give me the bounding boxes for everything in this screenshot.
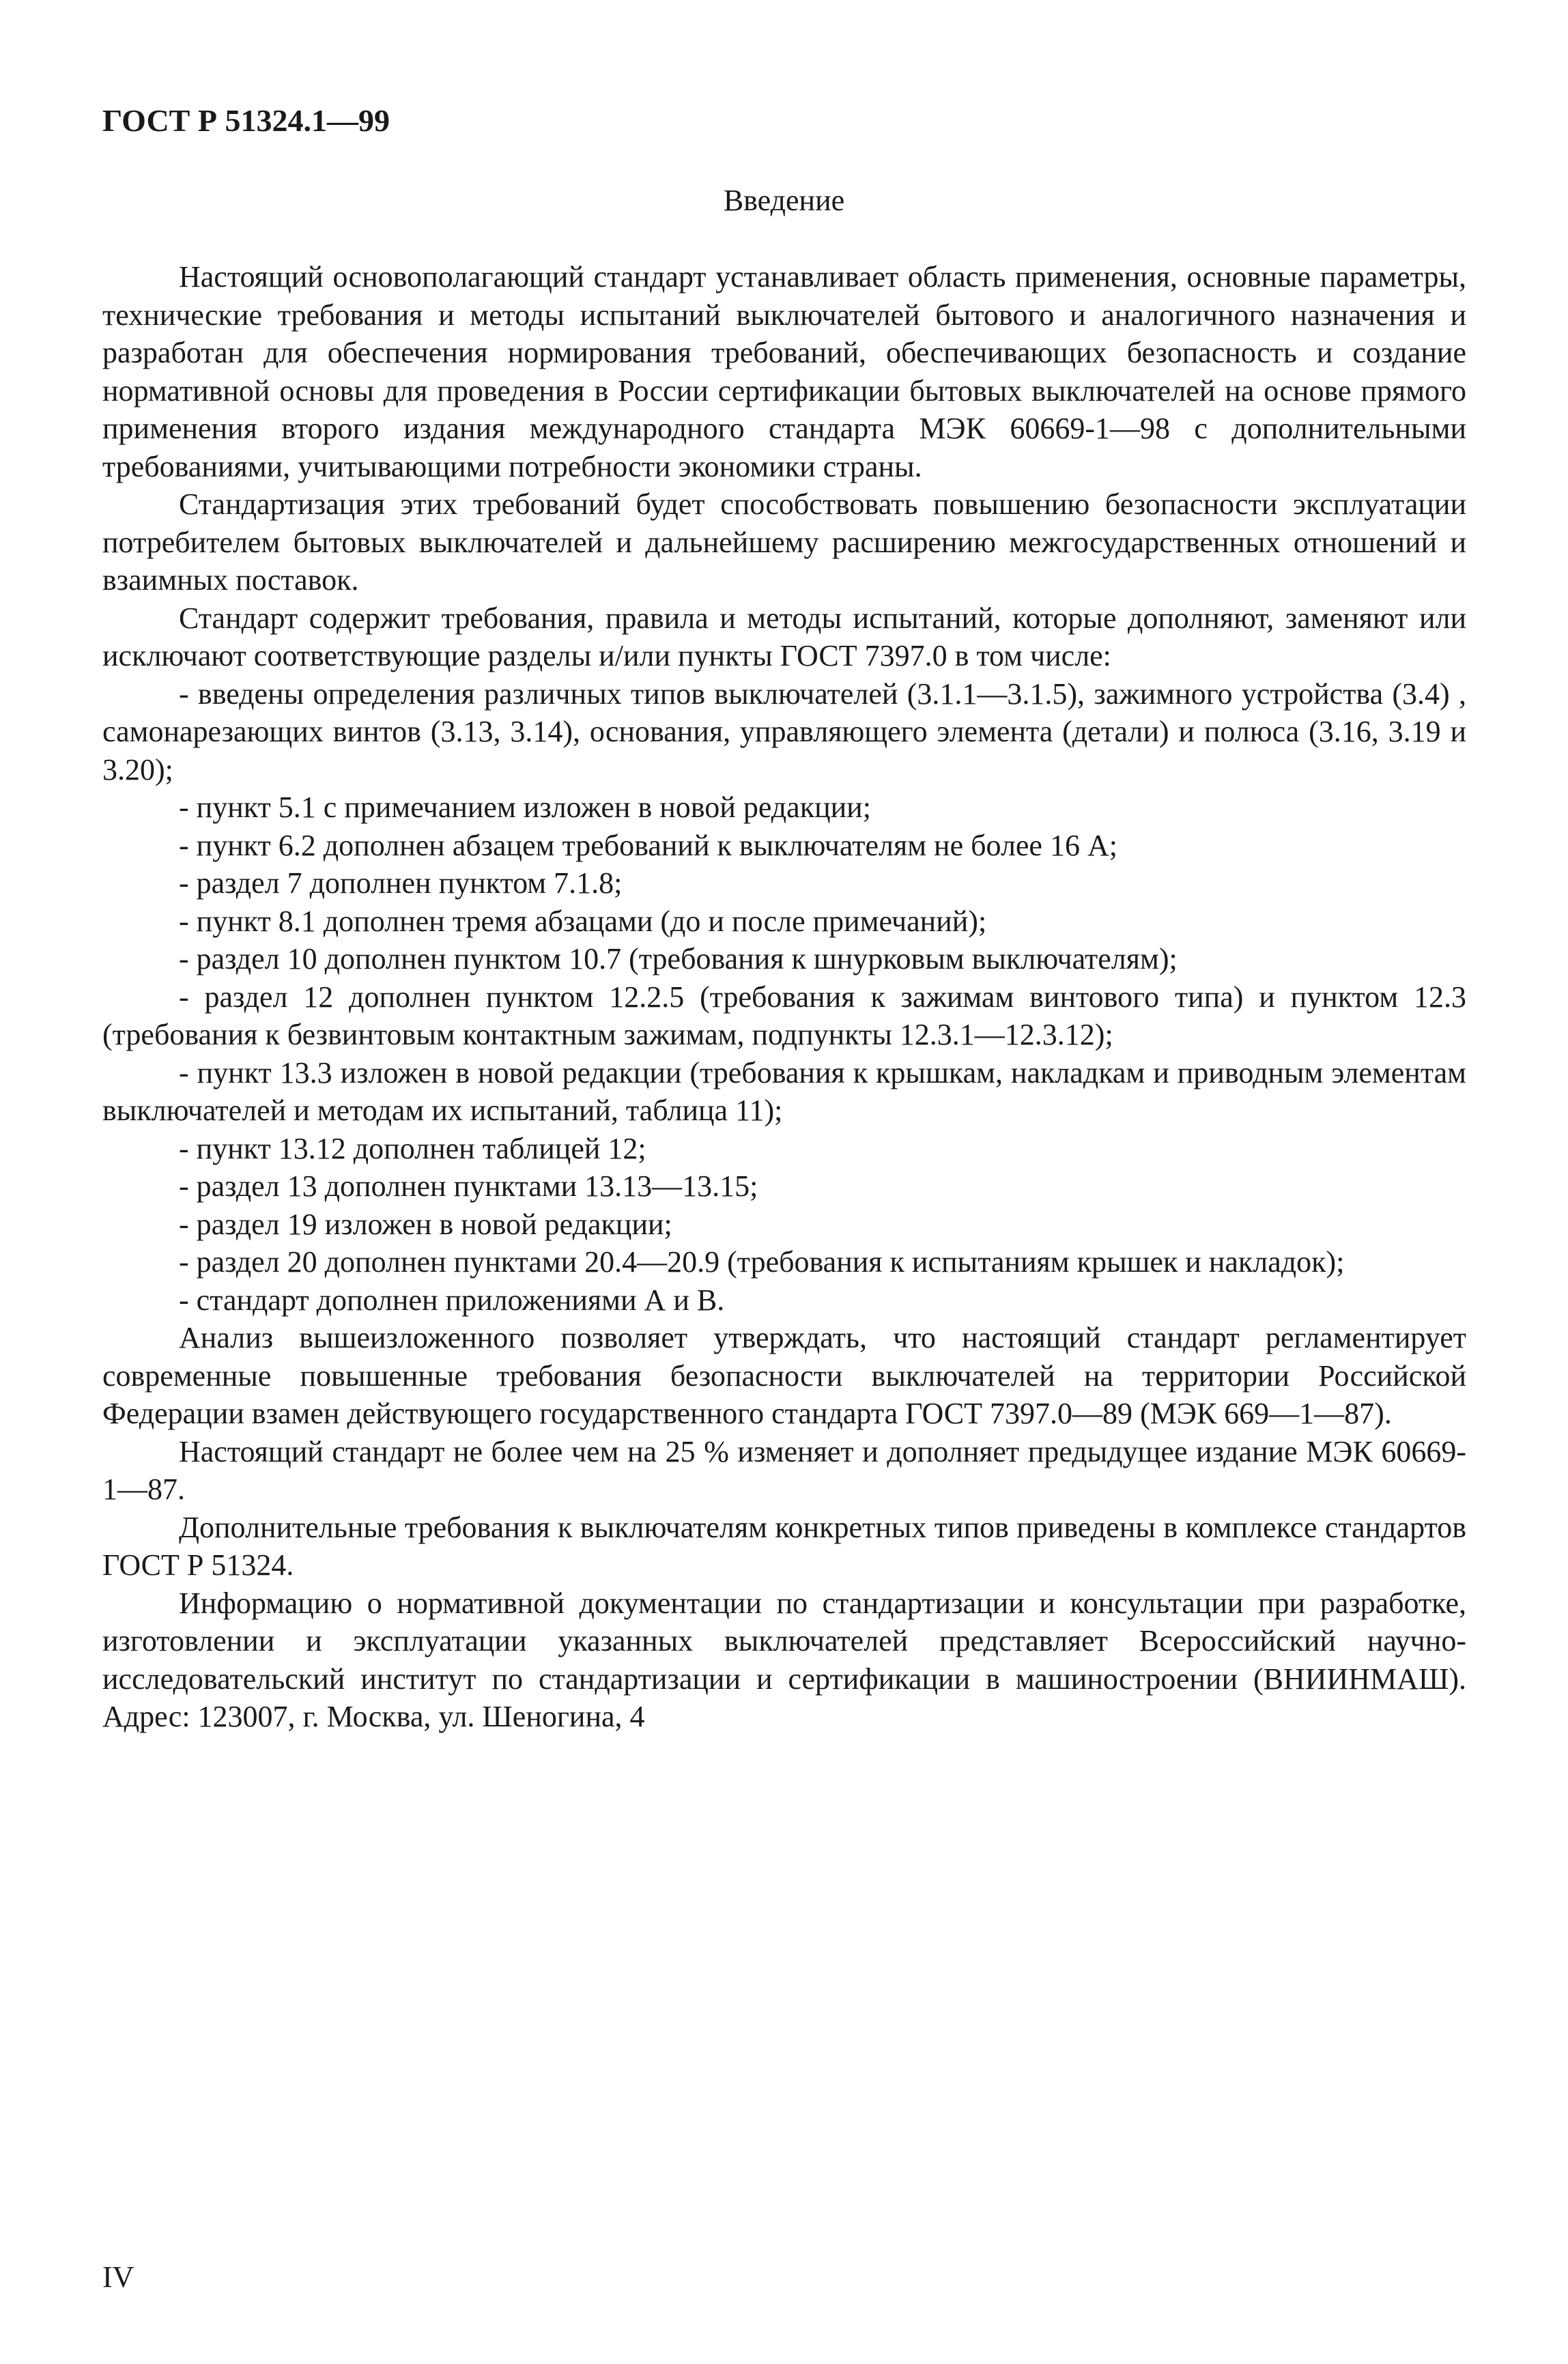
list-item: - пункт 13.3 изложен в новой редакции (требования к крышкам, накладкам и приводным элементам выключателей и методам их испытаний, таблица 11); [102, 1055, 1466, 1127]
paragraph-additional-requirements: Дополнительные требования к выключателям конкретных типов приведены в комплексе стандартов ГОСТ Р 51324. [102, 1510, 1466, 1582]
list-item: - раздел 19 изложен в новой редакции; [179, 1207, 672, 1241]
body-text [102, 258, 1466, 1736]
paragraph-standardization: Стандартизация этих требований будет способствовать повышению безопасности эксплуатации потребителем бытовых выключателей и дальнейшему расширению межгосударственных отношений и взаимных поставок. [102, 487, 1466, 597]
list-item: - раздел 20 дополнен пунктами 20.4—20.9 (требования к испытаниям крышек и накладок); [179, 1245, 1345, 1279]
list-item: - введены определения различных типов выключателей (3.1.1—3.1.5), зажимного устройства (3.4) , самонарезающих винтов (3.13, 3.14), основания, управляющего элемента (детали) и полюса (3.16, 3.19 и 3.20); [102, 677, 1466, 786]
list-item: - раздел 13 дополнен пунктами 13.13—13.15; [179, 1169, 758, 1203]
list-item: - стандарт дополнен приложениями А и В. [179, 1283, 725, 1317]
page-number: IV [102, 2260, 134, 2294]
paragraph-contents: Стандарт содержит требования, правила и методы испытаний, которые дополняют, заменяют или исключают соответствующие разделы и/или пункты ГОСТ 7397.0 в том числе: [102, 601, 1466, 672]
list-item: - раздел 7 дополнен пунктом 7.1.8; [179, 866, 623, 900]
list-item: - пункт 6.2 дополнен абзацем требований к выключателям не более 16 А; [179, 828, 1117, 862]
list-item: - пункт 8.1 дополнен тремя абзацами (до и после примечаний); [179, 904, 987, 938]
paragraph-information: Информацию о нормативной документации по стандартизации и консультации при разработке, изготовлении и эксплуатации указанных выключателей представляет Всероссийский научно-исследовательский институт по стандартизации и сертификации в машиностроении (ВНИИНМАШ). Адрес: 123007, г. Москва, ул. Шеногина, 4 [102, 1586, 1466, 1733]
paragraph-change-extent: Настоящий стандарт не более чем на 25 % изменяет и дополняет предыдущее издание МЭК 60669-1—87. [102, 1434, 1466, 1506]
section-title: Введение [723, 184, 845, 217]
paragraph-analysis: Анализ вышеизложенного позволяет утверждать, что настоящий стандарт регламентирует современные повышенные требования безопасности выключателей на территории Российской Федерации взамен действующего государственного стандарта ГОСТ 7397.0—89 (МЭК 669—1—87). [102, 1321, 1466, 1430]
list-item: - пункт 13.12 дополнен таблицей 12; [179, 1131, 646, 1165]
list-item: - раздел 12 дополнен пунктом 12.2.5 (требования к зажимам винтового типа) и пунктом 12.3 (требования к безвинтовым контактным зажимам, подпункты 12.3.1—12.3.12); [102, 980, 1466, 1051]
document-code-header: ГОСТ Р 51324.1—99 [102, 103, 390, 138]
list-item: - пункт 5.1 с примечанием изложен в новой редакции; [179, 791, 871, 824]
list-item: - раздел 10 дополнен пунктом 10.7 (требования к шнурковым выключателям); [179, 942, 1178, 975]
paragraph-intro: Настоящий основополагающий стандарт устанавливает область применения, основные параметры, технические требования и методы испытаний выключателей бытового и аналогичного назначения и разработан для обеспечения нормирования требований, обеспечивающих безопасность и создание нормативной основы для проведения в России сертификации бытовых выключателей на основе прямого применения второго издания международного стандарта МЭК 60669-1—98 с дополнительными требованиями, учитывающими потребности экономики страны. [102, 260, 1466, 483]
